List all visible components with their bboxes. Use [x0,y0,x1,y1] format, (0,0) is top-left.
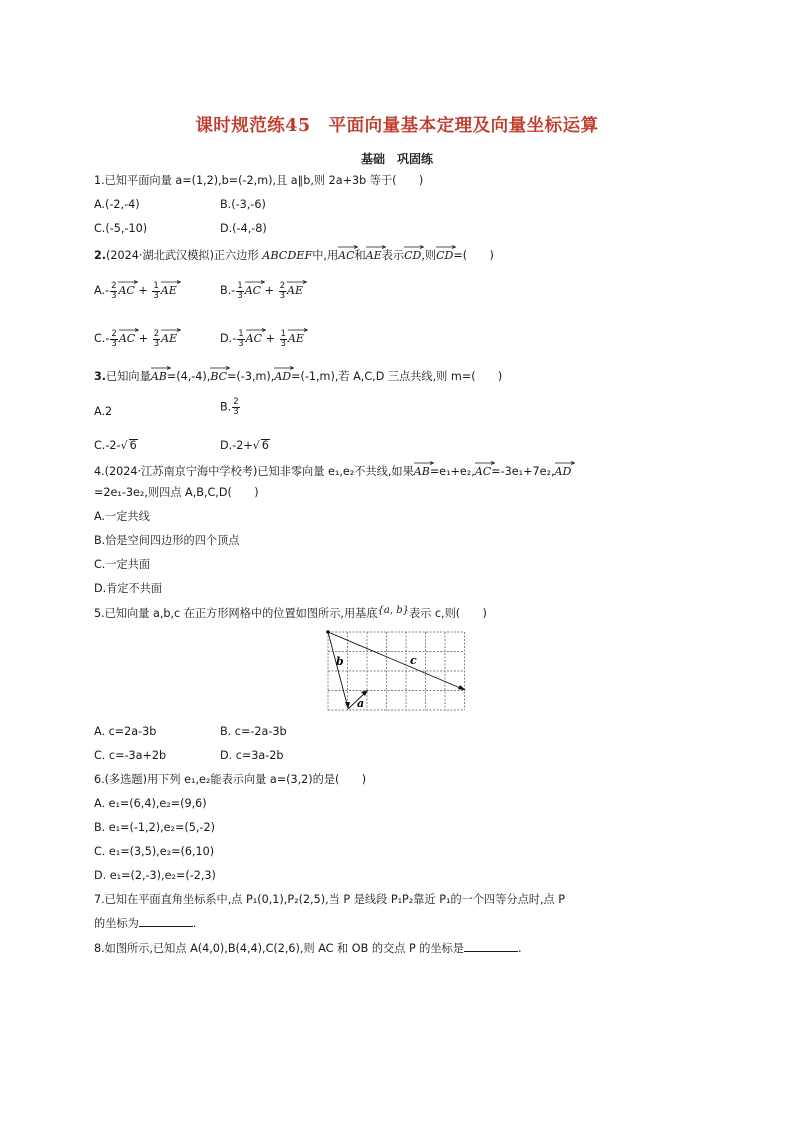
question-6-stem: 6.(多选题)用下列 e₁,e₂能表示向量 a=(3,2)的是( ) [94,773,367,786]
q1-option-b: B.(-3,-6) [220,198,266,211]
q6-option-d: D. e₁=(2,-3),e₂=(-2,3) [94,869,216,882]
q2-option-b: B.- $\frac{1}{3}$ AC + $\frac{2}{3}$ AE [220,280,303,301]
vector-arrow-icon [414,461,434,465]
vector-arrow-icon [151,366,171,370]
q2-option-a: A.- $\frac{2}{3}$ AC + $\frac{1}{3}$ AE [94,280,177,301]
q5-option-b: B. c=-2a-3b [220,725,287,738]
q3-text: =(4,-4), [166,370,211,383]
question-1-stem: 1.已知平面向量 a=(1,2),b=(-2,m),且 a∥b,则 2a+3b 等于( ) [94,174,424,187]
question-5-stem: 5.已知向量 a,b,c 在正方形网格中的位置如图所示,用基底{a, b}表示 c,则( ) [94,605,487,620]
q4-option-c: C.一定共面 [94,558,151,571]
q3-text: 已知向量 [106,370,151,383]
q5-option-c: C. c=-3a+2b [94,749,167,762]
vector-arrow-icon [119,328,139,332]
question-number: 2. [94,249,107,262]
q3-text: =(-1,m),若 A,C,D 三点共线,则 m=( ) [291,370,503,383]
q2-text: 表示 [381,249,405,262]
question-7-stem: 7.已知在平面直角坐标系中,点 P₁(0,1),P₂(2,5),当 P 是线段 P₁P₂靠近 P₁的一个四等分点时,点 P [94,893,565,906]
vector-arrow-icon [118,280,138,284]
vector-ac: AC [338,245,354,263]
q3-option-a: A.2 [94,405,113,418]
section-heading: 基础 巩固练 [360,152,433,166]
q3-option-c: C.-2-√ 6 [94,439,137,452]
vector-arrow-icon [161,328,181,332]
vector-ae: AE [161,280,177,298]
label-a: a [357,697,365,710]
q3-option-b: B. $\frac{2}{3}$ [220,397,239,417]
vector-arrow-icon [436,245,456,249]
vector-arrow-icon [555,461,575,465]
vector-ae: AE [288,328,304,346]
q2-text: ,则 [421,249,437,262]
page-title: 课时规范练45 平面向量基本定理及向量坐标运算 [195,116,599,136]
question-2-stem [94,245,494,263]
vector-cd: CD [436,245,453,263]
q3-text: =(-3,m), [227,370,275,383]
vector-ac: AC [119,328,135,346]
q2-option-d: D.- $\frac{1}{3}$ AC + $\frac{1}{3}$ AE [220,328,304,349]
question-8-stem: 8.如图所示,已知点 A(4,0),B(4,4),C(2,6),则 AC 和 OB 的交点 P 的坐标是 . [94,942,522,955]
vector-ab: AB [414,461,430,479]
q2-text: =( ) [453,249,494,262]
question-4-stem: 4.(2024·江苏南京宁海中学校考)已知非零向量 e₁,e₂不共线,如果 AB=e₁+e₂, AC=-3e₁+7e₂, AD [94,461,571,479]
vector-c-arrow [328,632,465,690]
question-4-stem-cont: =2e₁-3e₂,则四点 A,B,C,D( ) [94,486,259,499]
q2-text: 和 [354,249,366,262]
vector-ab: AB [151,366,167,384]
vector-arrow-icon [287,280,307,284]
q1-option-a: A.(-2,-4) [94,198,140,211]
basis-set: {a, b} [377,605,409,616]
vector-arrow-icon [288,328,308,332]
answer-blank[interactable] [464,941,518,952]
q2-text: 中,用 [312,249,339,262]
label-b: b [336,655,344,668]
q4-option-b: B.恰是空间四边形的四个顶点 [94,534,240,547]
vector-ac: AC [245,280,261,298]
vector-ad: AD [274,366,291,384]
vector-ad: AD [555,461,572,479]
answer-blank[interactable] [139,916,193,927]
vector-grid-figure [322,628,468,712]
q6-option-b: B. e₁=(-1,2),e₂=(5,-2) [94,821,215,834]
vector-arrow-icon [366,245,386,249]
q4-option-d: D.肯定不共面 [94,582,163,595]
vector-ac: AC [475,461,491,479]
q3-option-d: D.-2+√ 6 [220,439,269,452]
vector-ae: AE [366,245,382,263]
q2-hexagon-name: ABCDEF [262,249,313,262]
q5-option-a: A. c=2a-3b [94,725,157,738]
question-number: 3. [94,370,107,383]
q2-option-c: C.- $\frac{2}{3}$ AC + $\frac{2}{3}$ AE [94,328,177,349]
q1-option-c: C.(-5,-10) [94,222,148,235]
q5-option-d: D. c=3a-2b [220,749,284,762]
vector-ac: AC [118,280,134,298]
vector-arrow-icon [338,245,358,249]
q6-option-c: C. e₁=(3,5),e₂=(6,10) [94,845,215,858]
vector-b-arrow [328,632,348,708]
question-7-stem-cont: 的坐标为 . [94,917,197,930]
q6-option-a: A. e₁=(6,4),e₂=(9,6) [94,797,207,810]
q2-text: (2024·湖北武汉模拟)正六边形 [106,249,263,262]
label-c: c [410,654,417,667]
vector-ac: AC [246,328,262,346]
q4-option-a: A.一定共线 [94,510,150,523]
vector-arrow-icon [475,461,495,465]
vector-arrow-icon [245,280,265,284]
vector-arrow-icon [404,245,424,249]
vector-arrow-icon [210,366,230,370]
vector-ae: AE [287,280,303,298]
grid-lines [328,632,465,710]
vector-arrow-icon [274,366,294,370]
vector-arrow-icon [161,280,181,284]
vector-bc: BC [210,366,227,384]
vector-ae: AE [161,328,177,346]
vector-cd: CD [404,245,421,263]
question-3-stem [94,366,502,384]
vector-arrow-icon [246,328,266,332]
q1-option-d: D.(-4,-8) [220,222,267,235]
